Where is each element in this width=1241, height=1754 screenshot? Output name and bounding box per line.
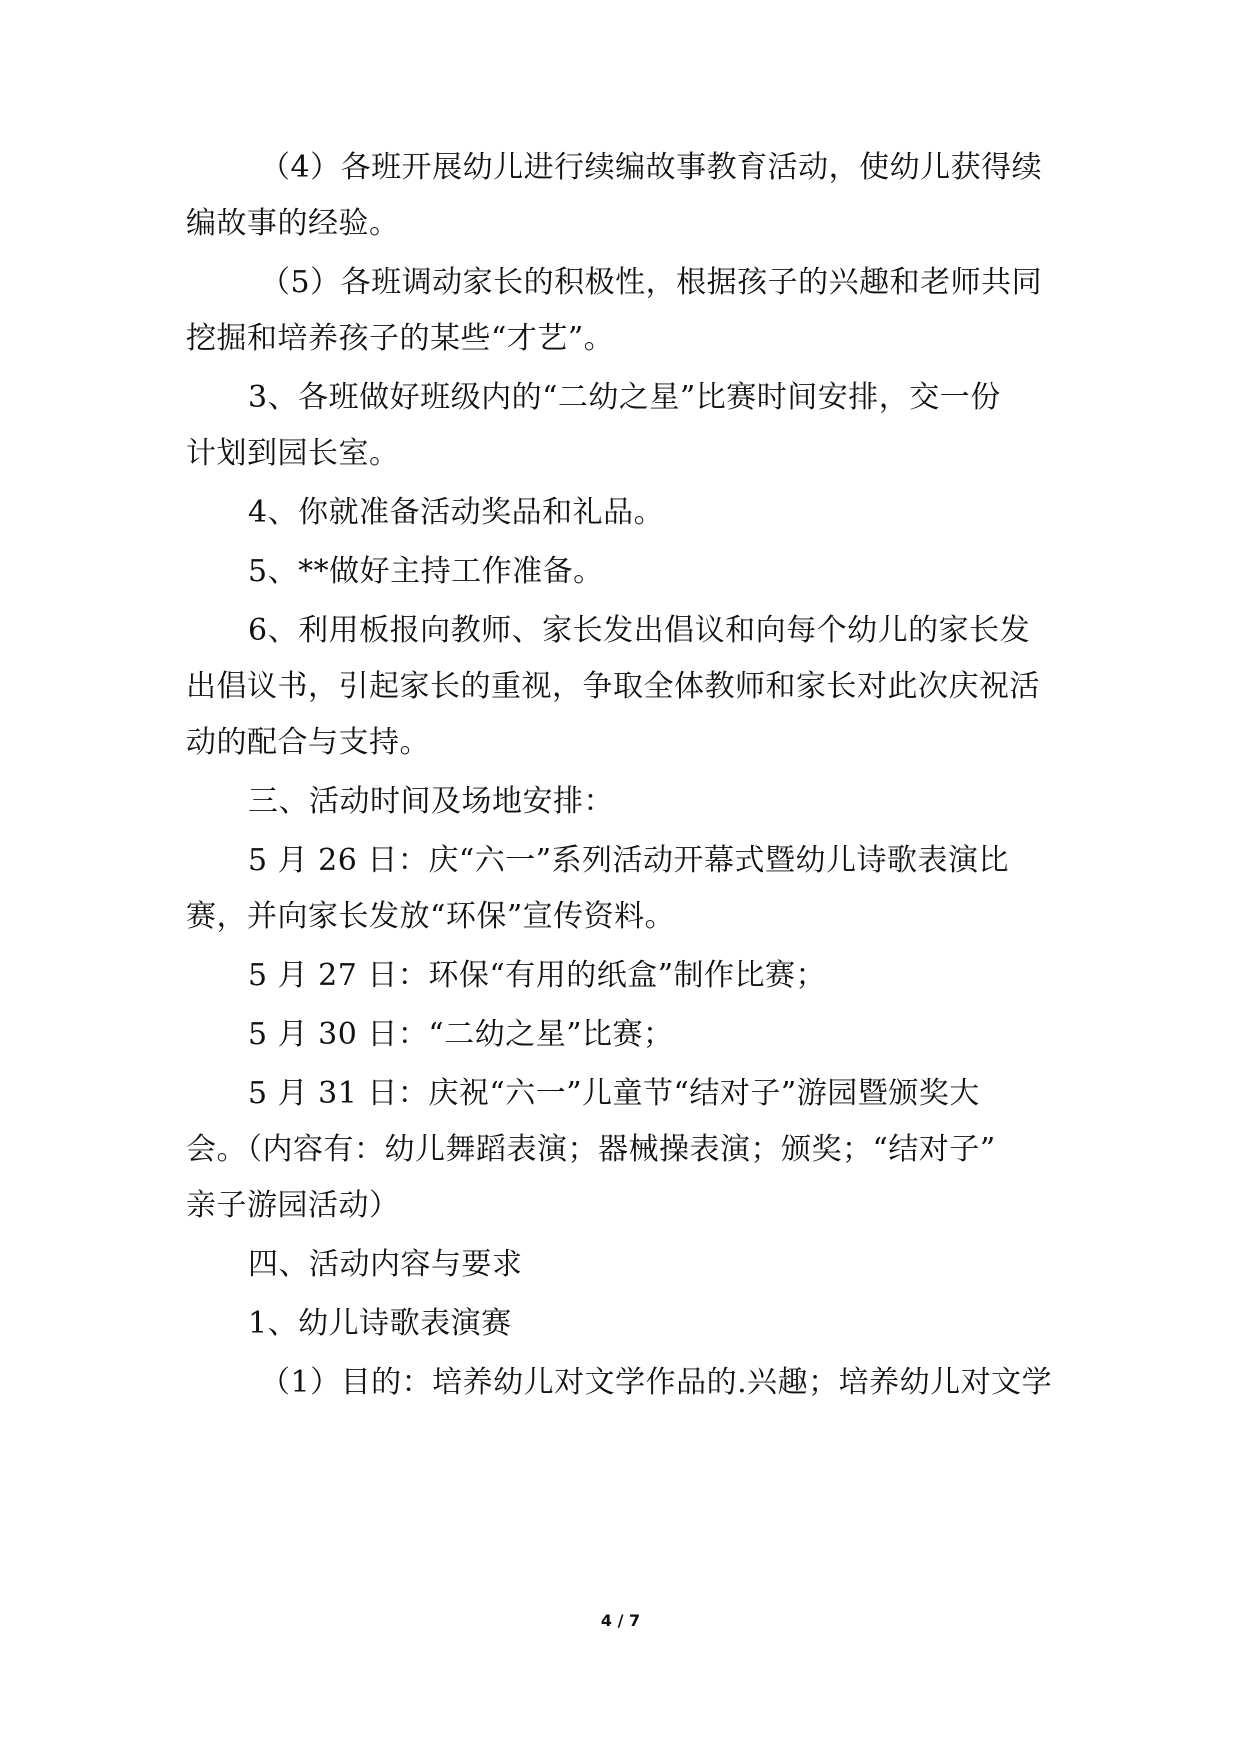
paragraph-line: 亲子游园活动） — [186, 1188, 400, 1223]
paragraph-line: 动的配合与支持。 — [186, 725, 430, 760]
paragraph-line: 赛，并向家长发放“环保”宣传资料。 — [186, 899, 676, 934]
paragraph-line: 5 月 27 日：环保“有用的纸盒”制作比赛； — [248, 958, 827, 993]
paragraph-line: 会。（内容有：幼儿舞蹈表演；器械操表演；颁奖；“结对子” — [186, 1132, 996, 1167]
paragraph-line: 4、你就准备活动奖品和礼品。 — [248, 495, 665, 530]
section-heading: 三、活动时间及场地安排： — [248, 784, 614, 819]
paragraph-line: 3、各班做好班级内的“二幼之星”比赛时间安排，交一份 — [248, 380, 1001, 415]
paragraph-line: （4）各班开展幼儿进行续编故事教育活动，使幼儿获得续 — [260, 150, 1043, 185]
paragraph-line: 5 月 31 日：庆祝“六一”儿童节“结对子”游园暨颁奖大 — [248, 1076, 980, 1111]
paragraph-line: 5 月 26 日：庆“六一”系列活动开幕式暨幼儿诗歌表演比 — [248, 843, 1010, 878]
paragraph-line: 出倡议书，引起家长的重视，争取全体教师和家长对此次庆祝活 — [186, 669, 1040, 704]
paragraph-line: 6、利用板报向教师、家长发出倡议和向每个幼儿的家长发 — [248, 613, 1031, 648]
section-heading: 四、活动内容与要求 — [248, 1247, 523, 1282]
paragraph-line: （5）各班调动家长的积极性，根据孩子的兴趣和老师共同 — [260, 265, 1043, 300]
paragraph-line: 挖掘和培养孩子的某些“才艺”。 — [186, 321, 615, 356]
paragraph-line: 5、**做好主持工作准备。 — [248, 554, 604, 589]
subsection-heading: 1、幼儿诗歌表演赛 — [248, 1306, 512, 1341]
page-number: 4 / 7 — [600, 1611, 641, 1630]
paragraph-line: 编故事的经验。 — [186, 206, 400, 241]
paragraph-line: 5 月 30 日：“二幼之星”比赛； — [248, 1017, 674, 1052]
paragraph-line: （1）目的：培养幼儿对文学作品的.兴趣；培养幼儿对文学 — [260, 1365, 1053, 1400]
paragraph-line: 计划到园长室。 — [186, 436, 400, 471]
